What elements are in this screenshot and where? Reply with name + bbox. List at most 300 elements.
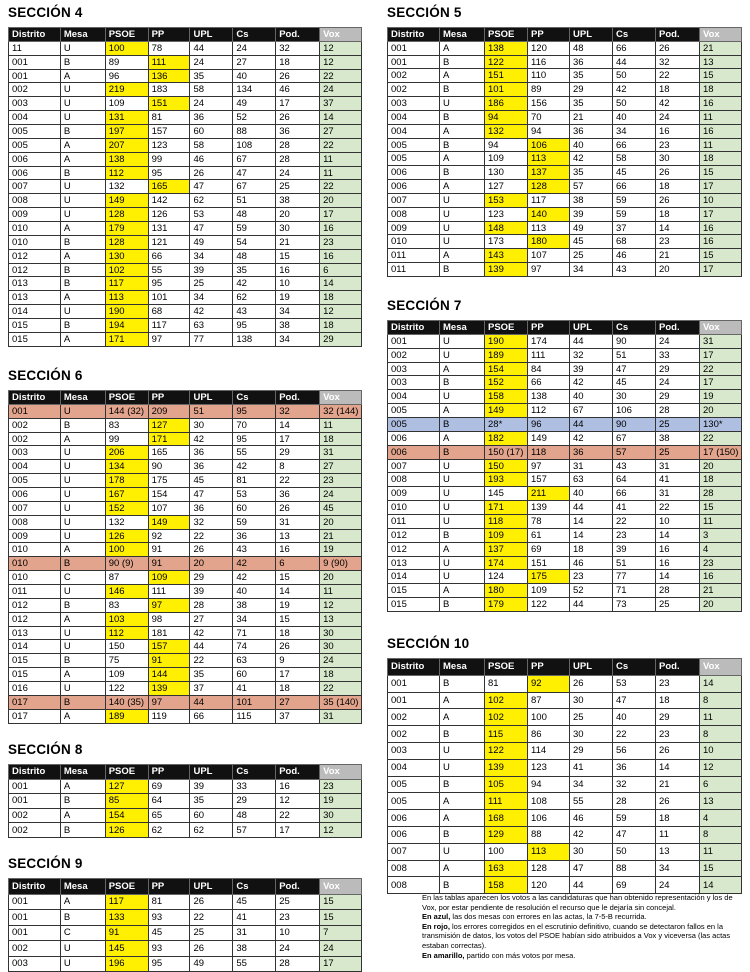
cell-pod: 41 bbox=[656, 473, 700, 487]
cell-cs: 51 bbox=[613, 556, 656, 570]
cell-vox: 30 bbox=[320, 640, 362, 654]
table-row bbox=[388, 445, 742, 459]
cell-cs: 53 bbox=[613, 675, 656, 692]
notes-red bbox=[422, 922, 742, 951]
cell-cs: 71 bbox=[233, 626, 276, 640]
cell-cs: 66 bbox=[613, 138, 656, 152]
cell-pod: 14 bbox=[276, 418, 320, 432]
table-row bbox=[9, 55, 362, 69]
cell-cs: 64 bbox=[613, 473, 656, 487]
cell-distrito: 001 bbox=[388, 675, 440, 692]
cell-pod: 8 bbox=[276, 460, 320, 474]
cell-vox: 45 bbox=[320, 501, 362, 515]
cell-upl: 29 bbox=[570, 83, 613, 97]
cell-pod: 20 bbox=[656, 263, 700, 277]
cell-pod: 19 bbox=[276, 598, 320, 612]
cell-distrito: 012 bbox=[9, 263, 61, 277]
cell-pod: 28 bbox=[276, 956, 320, 972]
cell-mesa: A bbox=[60, 894, 105, 910]
cell-psoe: 111 bbox=[485, 793, 528, 810]
cell-vox: 16 bbox=[320, 249, 362, 263]
cell-pp: 144 bbox=[148, 668, 190, 682]
cell-vox: 21 bbox=[700, 41, 742, 55]
cell-pp: 96 bbox=[528, 418, 570, 432]
cell-pp: 157 bbox=[148, 640, 190, 654]
table-row bbox=[388, 193, 742, 207]
cell-vox: 15 bbox=[700, 860, 742, 877]
cell-vox: 13 bbox=[320, 612, 362, 626]
cell-pod: 18 bbox=[656, 207, 700, 221]
cell-pp: 69 bbox=[528, 542, 570, 556]
cell-upl: 60 bbox=[190, 808, 233, 823]
cell-mesa: U bbox=[60, 956, 105, 972]
table-row bbox=[9, 305, 362, 319]
cell-vox: 22 bbox=[320, 682, 362, 696]
cell-cs: 48 bbox=[233, 808, 276, 823]
cell-mesa: U bbox=[440, 501, 485, 515]
cell-cs: 40 bbox=[613, 110, 656, 124]
cell-pod: 38 bbox=[276, 319, 320, 333]
cell-upl: 35 bbox=[570, 166, 613, 180]
cell-vox: 11 bbox=[320, 418, 362, 432]
table-row bbox=[388, 207, 742, 221]
cell-cs: 60 bbox=[233, 501, 276, 515]
cell-vox: 24 bbox=[320, 654, 362, 668]
cell-upl: 14 bbox=[570, 515, 613, 529]
cell-pp: 211 bbox=[528, 487, 570, 501]
table-row bbox=[388, 124, 742, 138]
table-row bbox=[9, 598, 362, 612]
col-header-mesa: Mesa bbox=[60, 391, 105, 405]
cell-pp: 121 bbox=[148, 235, 190, 249]
cell-cs: 22 bbox=[613, 515, 656, 529]
cell-mesa: U bbox=[60, 111, 105, 125]
cell-cs: 43 bbox=[613, 459, 656, 473]
table-row bbox=[388, 376, 742, 390]
cell-pp: 81 bbox=[148, 111, 190, 125]
cell-cs: 49 bbox=[233, 97, 276, 111]
cell-vox: 12 bbox=[320, 823, 362, 838]
cell-pod: 36 bbox=[276, 125, 320, 139]
cell-mesa: B bbox=[440, 376, 485, 390]
cell-distrito: 002 bbox=[388, 726, 440, 743]
table-row bbox=[9, 557, 362, 571]
cell-pp: 106 bbox=[528, 810, 570, 827]
cell-psoe: 174 bbox=[485, 556, 528, 570]
table-row bbox=[9, 529, 362, 543]
header-row bbox=[388, 321, 742, 335]
cell-pod: 26 bbox=[656, 742, 700, 759]
cell-pod: 14 bbox=[656, 570, 700, 584]
cell-distrito: 001 bbox=[9, 910, 61, 926]
cell-psoe: 102 bbox=[485, 692, 528, 709]
cell-upl: 40 bbox=[570, 487, 613, 501]
cell-pp: 109 bbox=[528, 584, 570, 598]
col-header-psoe: PSOE bbox=[485, 28, 528, 42]
cell-upl: 36 bbox=[570, 55, 613, 69]
cell-vox: 3 bbox=[700, 528, 742, 542]
table-row bbox=[388, 83, 742, 97]
cell-vox: 11 bbox=[700, 138, 742, 152]
cell-psoe: 180 bbox=[485, 584, 528, 598]
cell-vox: 31 bbox=[700, 334, 742, 348]
col-header-pp: PP bbox=[528, 659, 570, 676]
table-row bbox=[9, 501, 362, 515]
table-row bbox=[388, 152, 742, 166]
section-title: SECCIÓN 6 bbox=[8, 368, 83, 383]
cell-cs: 36 bbox=[613, 759, 656, 776]
cell-mesa: B bbox=[60, 166, 105, 180]
cell-mesa: B bbox=[440, 675, 485, 692]
cell-upl: 35 bbox=[570, 97, 613, 111]
cell-psoe: 189 bbox=[105, 709, 148, 723]
cell-pod: 21 bbox=[656, 249, 700, 263]
cell-upl: 44 bbox=[570, 598, 613, 612]
cell-cs: 44 bbox=[613, 55, 656, 69]
cell-mesa: B bbox=[440, 528, 485, 542]
cell-psoe: 75 bbox=[105, 654, 148, 668]
cell-vox: 13 bbox=[700, 55, 742, 69]
cell-vox: 18 bbox=[320, 319, 362, 333]
cell-pod: 22 bbox=[656, 501, 700, 515]
table-row bbox=[388, 759, 742, 776]
notes-yellow-label: En amarillo, bbox=[422, 950, 465, 960]
cell-distrito: 003 bbox=[388, 362, 440, 376]
cell-psoe: 130 bbox=[485, 166, 528, 180]
cell-vox: 17 bbox=[700, 263, 742, 277]
cell-cs: 40 bbox=[233, 585, 276, 599]
cell-upl: 37 bbox=[190, 682, 233, 696]
cell-distrito: 001 bbox=[388, 41, 440, 55]
cell-upl: 30 bbox=[570, 726, 613, 743]
cell-distrito: 007 bbox=[9, 501, 61, 515]
cell-mesa: B bbox=[440, 877, 485, 894]
cell-cs: 47 bbox=[613, 826, 656, 843]
cell-distrito: 012 bbox=[9, 612, 61, 626]
cell-mesa: A bbox=[60, 779, 105, 794]
cell-pod: 18 bbox=[656, 810, 700, 827]
table-row bbox=[388, 431, 742, 445]
cell-vox: 130* bbox=[700, 418, 742, 432]
cell-mesa: B bbox=[440, 55, 485, 69]
col-header-upl: UPL bbox=[570, 321, 613, 335]
cell-vox: 12 bbox=[320, 41, 362, 55]
cell-distrito: 008 bbox=[388, 207, 440, 221]
cell-pp: 88 bbox=[528, 826, 570, 843]
cell-cs: 32 bbox=[613, 776, 656, 793]
table-row bbox=[388, 877, 742, 894]
cell-psoe: 102 bbox=[485, 709, 528, 726]
cell-pp: 113 bbox=[528, 221, 570, 235]
cell-psoe: 28* bbox=[485, 418, 528, 432]
cell-vox: 22 bbox=[320, 180, 362, 194]
cell-vox: 15 bbox=[320, 910, 362, 926]
cell-pp: 151 bbox=[148, 97, 190, 111]
cell-distrito: 011 bbox=[9, 585, 61, 599]
notes-red-text: los errores corregidos en el escrutinio definitivo, cuando se detectaron fallos en la transmisión de datos, los votos del PSOE habían sido atribuidos a Vox y viceversa (las actas estaban correctas). bbox=[422, 921, 731, 950]
cell-pp: 55 bbox=[148, 263, 190, 277]
cell-upl: 26 bbox=[190, 894, 233, 910]
cell-distrito: 015 bbox=[388, 584, 440, 598]
cell-upl: 20 bbox=[190, 557, 233, 571]
cell-mesa: C bbox=[60, 925, 105, 941]
cell-vox: 14 bbox=[700, 675, 742, 692]
cell-upl: 34 bbox=[190, 291, 233, 305]
header-row bbox=[9, 879, 362, 895]
table-row bbox=[9, 111, 362, 125]
col-header-distrito: Distrito bbox=[388, 659, 440, 676]
table-row bbox=[388, 692, 742, 709]
cell-distrito: 001 bbox=[9, 69, 61, 83]
cell-distrito: 005 bbox=[388, 793, 440, 810]
cell-psoe: 150 bbox=[105, 640, 148, 654]
cell-psoe: 109 bbox=[485, 152, 528, 166]
cell-vox: 14 bbox=[700, 877, 742, 894]
cell-distrito: 003 bbox=[9, 446, 61, 460]
col-header-pod: Pod. bbox=[656, 321, 700, 335]
cell-pod: 24 bbox=[276, 166, 320, 180]
col-header-mesa: Mesa bbox=[60, 765, 105, 780]
cell-vox: 6 bbox=[320, 263, 362, 277]
cell-vox: 24 bbox=[320, 488, 362, 502]
cell-vox: 4 bbox=[700, 810, 742, 827]
cell-mesa: A bbox=[60, 222, 105, 236]
cell-vox: 20 bbox=[700, 598, 742, 612]
cell-psoe: 148 bbox=[485, 221, 528, 235]
table-row bbox=[9, 41, 362, 55]
cell-distrito: 004 bbox=[9, 111, 61, 125]
cell-psoe: 83 bbox=[105, 598, 148, 612]
cell-psoe: 153 bbox=[485, 193, 528, 207]
cell-distrito: 010 bbox=[9, 222, 61, 236]
cell-pp: 171 bbox=[148, 432, 190, 446]
col-header-cs: Cs bbox=[613, 659, 656, 676]
cell-pp: 149 bbox=[528, 431, 570, 445]
cell-pp: 97 bbox=[148, 332, 190, 346]
cell-psoe: 128 bbox=[105, 208, 148, 222]
cell-upl: 58 bbox=[190, 138, 233, 152]
cell-psoe: 91 bbox=[105, 925, 148, 941]
cell-psoe: 124 bbox=[485, 570, 528, 584]
cell-psoe: 126 bbox=[105, 529, 148, 543]
cell-mesa: A bbox=[60, 249, 105, 263]
cell-upl: 42 bbox=[570, 431, 613, 445]
table-row bbox=[388, 556, 742, 570]
table-row bbox=[388, 221, 742, 235]
cell-upl: 26 bbox=[570, 675, 613, 692]
cell-pod: 24 bbox=[276, 941, 320, 957]
cell-pod: 10 bbox=[656, 515, 700, 529]
cell-cs: 39 bbox=[613, 542, 656, 556]
table-row bbox=[388, 334, 742, 348]
table-row bbox=[388, 501, 742, 515]
cell-upl: 25 bbox=[190, 925, 233, 941]
cell-pp: 165 bbox=[148, 180, 190, 194]
cell-pod: 28 bbox=[276, 152, 320, 166]
table-row bbox=[9, 418, 362, 432]
cell-distrito: 008 bbox=[388, 860, 440, 877]
cell-psoe: 144 (32) bbox=[105, 404, 148, 418]
cell-distrito: 001 bbox=[9, 925, 61, 941]
cell-pod: 29 bbox=[656, 362, 700, 376]
cell-pp: 92 bbox=[528, 675, 570, 692]
cell-psoe: 197 bbox=[105, 125, 148, 139]
cell-pod: 16 bbox=[276, 263, 320, 277]
cell-pp: 98 bbox=[148, 612, 190, 626]
results-table bbox=[387, 320, 742, 612]
cell-distrito: 010 bbox=[9, 235, 61, 249]
cell-pp: 154 bbox=[148, 488, 190, 502]
col-header-psoe: PSOE bbox=[105, 879, 148, 895]
col-header-pod: Pod. bbox=[276, 879, 320, 895]
cell-vox: 19 bbox=[320, 794, 362, 809]
cell-mesa: A bbox=[60, 152, 105, 166]
cell-pod: 34 bbox=[276, 332, 320, 346]
cell-cs: 54 bbox=[233, 235, 276, 249]
cell-pp: 175 bbox=[148, 474, 190, 488]
cell-mesa: B bbox=[60, 319, 105, 333]
col-header-mesa: Mesa bbox=[60, 28, 105, 42]
cell-vox: 8 bbox=[700, 726, 742, 743]
cell-cs: 88 bbox=[233, 125, 276, 139]
table-row bbox=[9, 277, 362, 291]
cell-distrito: 002 bbox=[9, 823, 61, 838]
col-header-upl: UPL bbox=[190, 391, 233, 405]
col-header-cs: Cs bbox=[233, 879, 276, 895]
cell-upl: 47 bbox=[570, 860, 613, 877]
cell-cs: 62 bbox=[233, 291, 276, 305]
table-row bbox=[9, 446, 362, 460]
cell-cs: 52 bbox=[233, 111, 276, 125]
cell-mesa: U bbox=[60, 585, 105, 599]
cell-cs: 88 bbox=[613, 860, 656, 877]
cell-mesa: B bbox=[440, 598, 485, 612]
cell-cs: 59 bbox=[613, 810, 656, 827]
table-row bbox=[9, 332, 362, 346]
cell-upl: 30 bbox=[570, 843, 613, 860]
cell-pod: 16 bbox=[656, 542, 700, 556]
cell-psoe: 139 bbox=[485, 263, 528, 277]
cell-vox: 11 bbox=[320, 585, 362, 599]
cell-vox: 8 bbox=[700, 826, 742, 843]
notes-yellow bbox=[422, 951, 742, 961]
cell-psoe: 132 bbox=[105, 515, 148, 529]
cell-mesa: U bbox=[60, 529, 105, 543]
cell-vox: 20 bbox=[320, 571, 362, 585]
col-header-cs: Cs bbox=[613, 321, 656, 335]
cell-cs: 22 bbox=[613, 726, 656, 743]
cell-mesa: A bbox=[440, 793, 485, 810]
cell-cs: 43 bbox=[233, 305, 276, 319]
cell-distrito: 001 bbox=[9, 794, 61, 809]
cell-mesa: A bbox=[60, 332, 105, 346]
cell-psoe: 138 bbox=[485, 41, 528, 55]
cell-mesa: U bbox=[440, 570, 485, 584]
cell-upl: 47 bbox=[190, 180, 233, 194]
cell-mesa: U bbox=[60, 460, 105, 474]
cell-psoe: 122 bbox=[485, 742, 528, 759]
cell-mesa: A bbox=[60, 291, 105, 305]
cell-pod: 13 bbox=[656, 843, 700, 860]
col-header-vox: Vox bbox=[700, 28, 742, 42]
cell-pp: 118 bbox=[528, 445, 570, 459]
table-row bbox=[9, 474, 362, 488]
cell-psoe: 105 bbox=[485, 776, 528, 793]
cell-pp: 123 bbox=[148, 138, 190, 152]
cell-pp: 64 bbox=[148, 794, 190, 809]
cell-vox: 17 bbox=[700, 376, 742, 390]
cell-mesa: U bbox=[440, 515, 485, 529]
cell-vox: 20 bbox=[700, 404, 742, 418]
cell-vox: 22 bbox=[320, 138, 362, 152]
cell-pod: 26 bbox=[276, 640, 320, 654]
cell-mesa: A bbox=[60, 543, 105, 557]
cell-mesa: B bbox=[60, 125, 105, 139]
cell-pod: 16 bbox=[276, 779, 320, 794]
cell-psoe: 167 bbox=[105, 488, 148, 502]
cell-upl: 49 bbox=[190, 235, 233, 249]
cell-upl: 42 bbox=[570, 376, 613, 390]
cell-cs: 47 bbox=[233, 166, 276, 180]
cell-cs: 51 bbox=[233, 194, 276, 208]
col-header-vox: Vox bbox=[700, 659, 742, 676]
cell-upl: 62 bbox=[190, 823, 233, 838]
cell-mesa: U bbox=[60, 305, 105, 319]
cell-upl: 44 bbox=[190, 695, 233, 709]
cell-cs: 57 bbox=[233, 823, 276, 838]
cell-pod: 38 bbox=[276, 194, 320, 208]
cell-pp: 181 bbox=[148, 626, 190, 640]
cell-mesa: U bbox=[440, 193, 485, 207]
cell-psoe: 145 bbox=[485, 487, 528, 501]
cell-distrito: 013 bbox=[9, 277, 61, 291]
cell-pod: 36 bbox=[276, 488, 320, 502]
cell-mesa: A bbox=[60, 709, 105, 723]
cell-mesa: B bbox=[60, 654, 105, 668]
cell-psoe: 182 bbox=[485, 431, 528, 445]
col-header-distrito: Distrito bbox=[9, 765, 61, 780]
cell-psoe: 132 bbox=[105, 180, 148, 194]
cell-mesa: C bbox=[60, 571, 105, 585]
cell-mesa: U bbox=[440, 459, 485, 473]
cell-distrito: 004 bbox=[9, 460, 61, 474]
cell-distrito: 005 bbox=[388, 404, 440, 418]
cell-cs: 42 bbox=[613, 83, 656, 97]
cell-psoe: 149 bbox=[105, 194, 148, 208]
table-row bbox=[9, 543, 362, 557]
cell-psoe: 85 bbox=[105, 794, 148, 809]
cell-psoe: 133 bbox=[105, 910, 148, 926]
cell-pp: 111 bbox=[148, 55, 190, 69]
cell-cs: 90 bbox=[613, 334, 656, 348]
cell-pp: 116 bbox=[528, 55, 570, 69]
cell-mesa: B bbox=[60, 910, 105, 926]
header-row bbox=[9, 765, 362, 780]
header-row bbox=[9, 391, 362, 405]
cell-vox: 11 bbox=[700, 709, 742, 726]
cell-pp: 114 bbox=[528, 742, 570, 759]
cell-psoe: 186 bbox=[485, 97, 528, 111]
cell-cs: 42 bbox=[233, 277, 276, 291]
cell-mesa: U bbox=[60, 83, 105, 97]
cell-vox: 22 bbox=[700, 362, 742, 376]
col-header-pod: Pod. bbox=[656, 28, 700, 42]
section-title: SECCIÓN 10 bbox=[387, 636, 470, 651]
cell-upl: 44 bbox=[570, 418, 613, 432]
results-table bbox=[8, 390, 362, 724]
cell-cs: 67 bbox=[233, 180, 276, 194]
cell-pod: 28 bbox=[656, 584, 700, 598]
